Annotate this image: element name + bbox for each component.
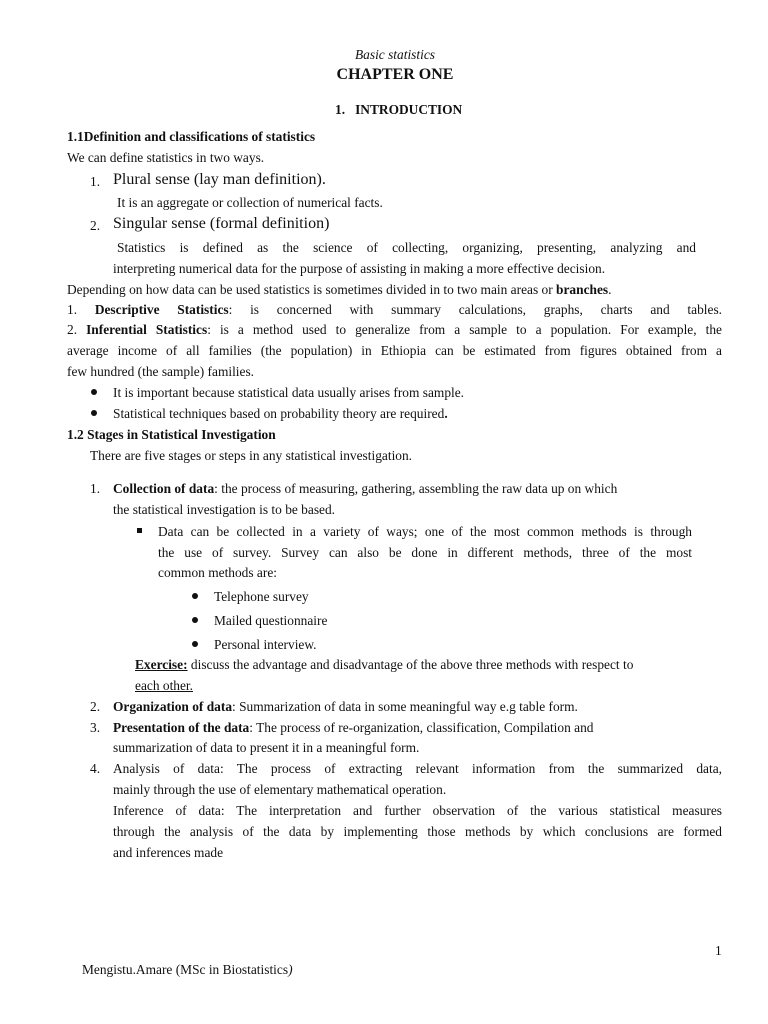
collection-of-data-line xyxy=(113,481,617,497)
analysis-of-data-text: mainly through the use of elementary mathematical operation. xyxy=(113,782,447,797)
inference-of-data-text: and inferences made xyxy=(113,845,224,860)
bold-term: Inferential Statistics xyxy=(86,322,208,337)
list-item-number: 3. xyxy=(90,720,101,735)
inferential-statistics-text: average income of all families (the population) in Ethiopia can be estimated from figures obtained from a xyxy=(67,343,722,358)
bold-term: Descriptive Statistics xyxy=(94,302,229,317)
method-item: Personal interview. xyxy=(214,637,317,652)
organization-of-data-line xyxy=(113,699,578,715)
list-item-number: 4. xyxy=(90,761,101,776)
sub-bullet-text: the use of survey. Survey can also be done in different methods, three of the most xyxy=(158,545,692,560)
singular-sense-text: Statistics is defined as the science of collecting, organizing, presenting, analyzing and xyxy=(117,240,696,255)
method-item: Mailed questionnaire xyxy=(214,613,328,628)
chapter-title: CHAPTER ONE xyxy=(336,66,454,83)
exercise-line xyxy=(135,657,633,673)
text: Statistical techniques based on probability theory are required xyxy=(113,406,445,421)
plural-sense-text: It is an aggregate or collection of numerical facts. xyxy=(117,195,383,210)
inference-of-data-text: through the analysis of the data by implementing those methods by which conclusions are formed xyxy=(113,824,722,839)
list-item-number: 2. xyxy=(90,218,101,233)
square-bullet-icon xyxy=(137,528,142,533)
presentation-of-data-line xyxy=(113,720,593,736)
section-1-1-heading: 1.1Definition and classifications of statistics xyxy=(67,129,316,144)
text: : The process of re-organization, classification, Compilation and xyxy=(249,720,594,735)
singular-sense-title: Singular sense (formal definition) xyxy=(113,215,330,232)
method-item: Telephone survey xyxy=(214,589,309,604)
bullet-text xyxy=(113,406,448,422)
text: . xyxy=(444,406,448,421)
intro-heading xyxy=(335,102,462,118)
bold-term: Presentation of the data xyxy=(113,720,250,735)
text: : is concerned with summary calculations, graphs, charts and tables. xyxy=(228,302,723,317)
document-subtitle: Basic statistics xyxy=(355,47,435,62)
bullet-icon xyxy=(192,593,198,599)
paragraph: We can define statistics in two ways. xyxy=(67,150,265,165)
exercise-label: Exercise: xyxy=(135,657,188,672)
inference-of-data-text: Inference of data: The interpretation and further observation of the various statistical measures xyxy=(113,803,722,818)
text: Mengistu.Amare (MSc in Biostatistics xyxy=(82,962,289,977)
list-item-number: 2. xyxy=(67,322,87,337)
list-item-number: 1. xyxy=(67,302,95,317)
bold-term: branches xyxy=(556,282,609,297)
intro-title: INTRODUCTION xyxy=(355,102,463,117)
exercise-text: each other. xyxy=(135,678,193,693)
footer-author xyxy=(82,962,293,978)
bullet-icon xyxy=(192,617,198,623)
page-number: 1 xyxy=(715,943,722,958)
sub-bullet-text: Data can be collected in a variety of ways; one of the most common methods is through xyxy=(158,524,692,539)
paragraph: There are five stages or steps in any statistical investigation. xyxy=(90,448,413,463)
text: discuss the advantage and disadvantage of the above three methods with respect to xyxy=(187,657,634,672)
text: Depending on how data can be used statistics is sometimes divided in to two main areas or xyxy=(67,282,557,297)
bullet-text: It is important because statistical data usually arises from sample. xyxy=(113,385,465,400)
bullet-icon xyxy=(91,410,97,416)
intro-number: 1. xyxy=(335,102,346,117)
bullet-icon xyxy=(91,389,97,395)
descriptive-statistics-line xyxy=(67,302,722,318)
inferential-statistics-text: few hundred (the sample) families. xyxy=(67,364,255,379)
bold-term: Organization of data xyxy=(113,699,233,714)
sub-bullet-text: common methods are: xyxy=(158,565,277,580)
analysis-of-data-text: Analysis of data: The process of extracting relevant information from the summarized data, xyxy=(113,761,722,776)
collection-of-data-text: the statistical investigation is to be based. xyxy=(113,502,336,517)
plural-sense-title: Plural sense (lay man definition). xyxy=(113,171,326,188)
text: : Summarization of data in some meaningful way e.g table form. xyxy=(232,699,578,714)
section-1-2-heading: 1.2 Stages in Statistical Investigation xyxy=(67,427,276,442)
list-item-number: 2. xyxy=(90,699,101,714)
text: : is a method used to generalize from a sample to a population. For example, the xyxy=(207,322,722,337)
branches-paragraph xyxy=(67,282,611,298)
list-item-number: 1. xyxy=(90,174,101,189)
bold-term: Collection of data xyxy=(113,481,215,496)
presentation-of-data-text: summarization of data to present it in a meaningful form. xyxy=(113,740,420,755)
inferential-statistics-line xyxy=(67,322,722,338)
text: ) xyxy=(288,962,293,977)
bullet-icon xyxy=(192,641,198,647)
text: . xyxy=(608,282,612,297)
list-item-number: 1. xyxy=(90,481,101,496)
text: : the process of measuring, gathering, assembling the raw data up on which xyxy=(214,481,618,496)
singular-sense-text: interpreting numerical data for the purpose of assisting in making a more effective decision. xyxy=(113,261,606,276)
